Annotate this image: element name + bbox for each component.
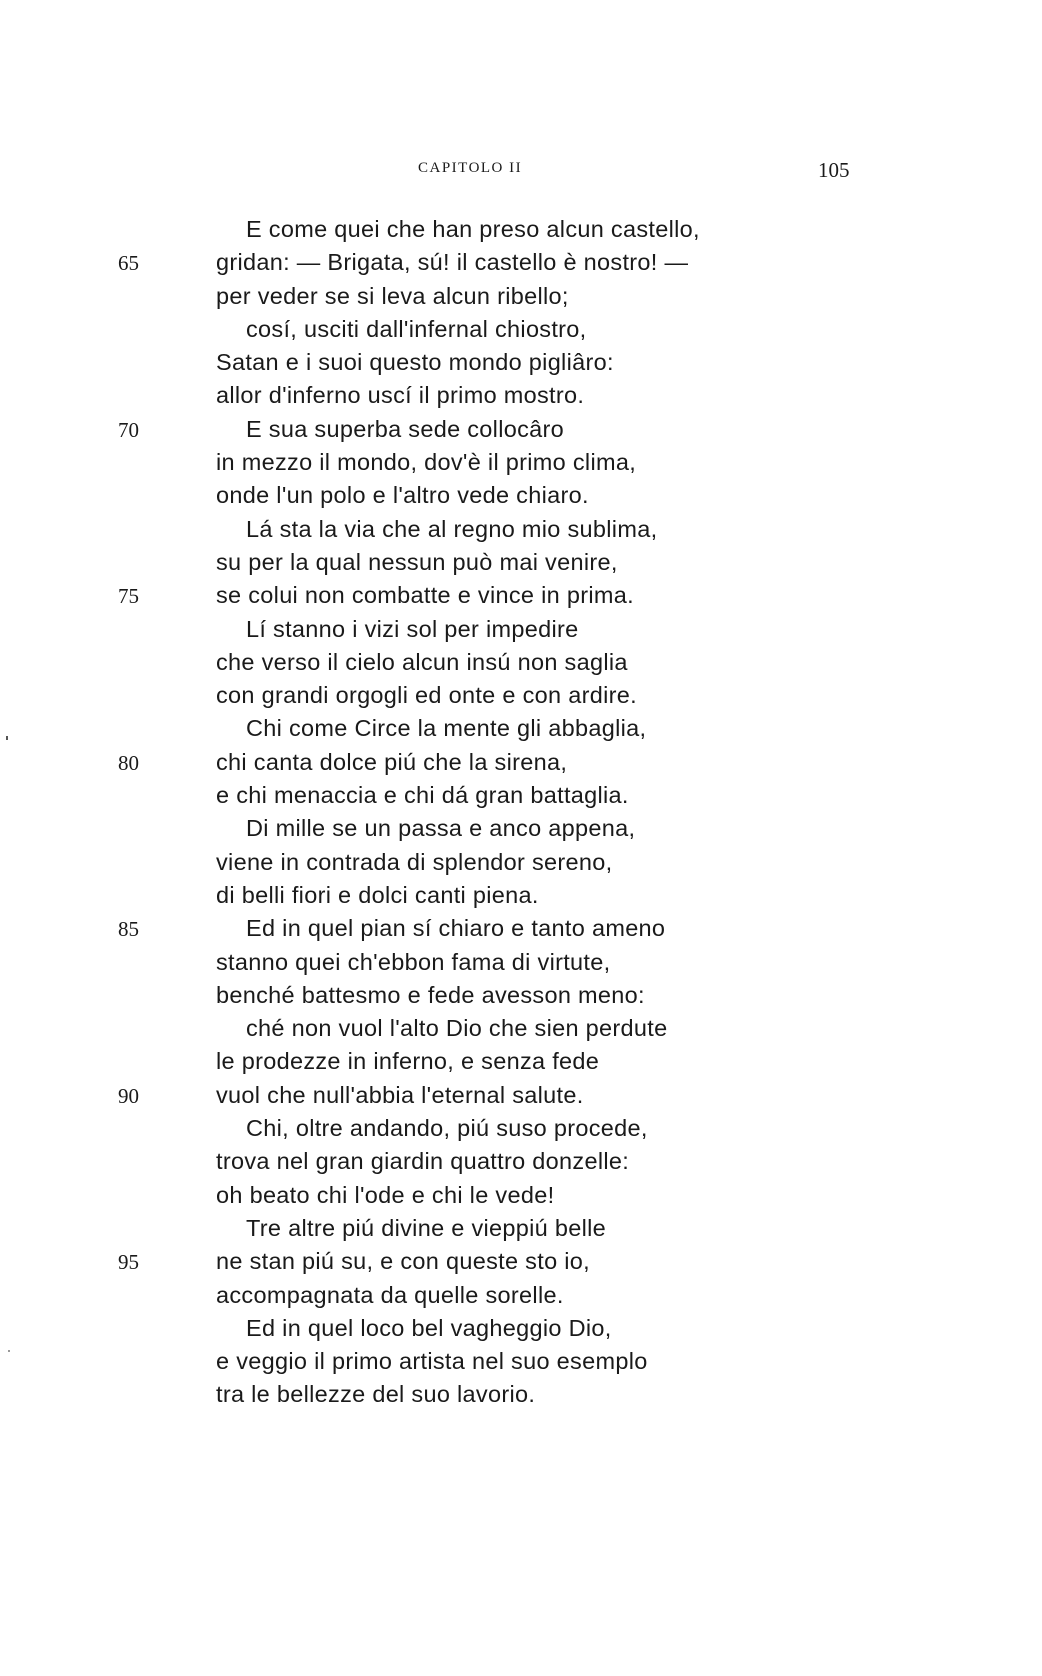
verse-text: Di mille se un passa e anco appena,	[246, 815, 636, 842]
verse-line	[0, 1182, 1042, 1215]
verse-line	[0, 649, 1042, 682]
verse-line	[0, 1082, 1042, 1115]
verse-text: allor d'inferno uscí il primo mostro.	[216, 382, 585, 409]
verse-line	[0, 982, 1042, 1015]
verse-line	[0, 1215, 1042, 1248]
verse-text: e veggio il primo artista nel suo esemplo	[216, 1348, 648, 1375]
verse-text: stanno quei ch'ebbon fama di virtute,	[216, 948, 611, 975]
verse-text: gridan: — Brigata, sú! il castello è nostro! —	[216, 249, 689, 276]
verse-text: accompagnata da quelle sorelle.	[216, 1281, 564, 1308]
verse-text: e chi menaccia e chi dá gran battaglia.	[216, 782, 629, 809]
margin-mark	[6, 736, 8, 740]
verse-text: viene in contrada di splendor sereno,	[216, 848, 613, 875]
running-head	[0, 160, 1042, 190]
verse-line	[0, 1381, 1042, 1414]
verse-line	[0, 249, 1042, 282]
line-number: 75	[118, 584, 139, 609]
verse-text: chi canta dolce piú che la sirena,	[216, 748, 568, 775]
verse-text: con grandi orgogli ed onte e con ardire.	[216, 682, 637, 709]
verse-text: vuol che null'abbia l'eternal salute.	[216, 1081, 584, 1108]
verse-text: E come quei che han preso alcun castello,	[246, 216, 700, 242]
verse-text: che verso il cielo alcun insú non saglia	[216, 648, 628, 675]
verse-text: benché battesmo e fede avesson meno:	[216, 981, 645, 1008]
verse-text: tra le bellezze del suo lavorio.	[216, 1381, 536, 1408]
verse-line	[0, 882, 1042, 915]
verse-text: ne stan piú su, e con queste sto io,	[216, 1248, 590, 1275]
verse-line	[0, 949, 1042, 982]
verse-text: le prodezze in inferno, e senza fede	[216, 1048, 600, 1075]
line-number: 85	[118, 917, 139, 942]
verse-text: per veder se si leva alcun ribello;	[216, 282, 569, 309]
verse-text: Chi come Circe la mente gli abbaglia,	[246, 715, 647, 742]
verse-line	[0, 349, 1042, 382]
verse-text: su per la qual nessun può mai venire,	[216, 548, 618, 575]
verse-line	[0, 1048, 1042, 1081]
verse-text: E sua superba sede collocâro	[246, 415, 565, 442]
line-number: 90	[118, 1083, 139, 1108]
line-number: 95	[118, 1250, 139, 1275]
verse-line	[0, 316, 1042, 349]
verse-line	[0, 915, 1042, 948]
verse-text: in mezzo il mondo, dov'è il primo clima,	[216, 449, 637, 476]
verse-text: ché non vuol l'alto Dio che sien perdute	[246, 1015, 668, 1042]
verse-text: oh beato chi l'ode e chi le vede!	[216, 1181, 555, 1208]
verse-line	[0, 382, 1042, 415]
chapter-title: CAPITOLO II	[418, 160, 523, 176]
verse-text: onde l'un polo e l'altro vede chiaro.	[216, 482, 589, 509]
line-number: 70	[118, 417, 139, 442]
verse-line	[0, 749, 1042, 782]
verse-line	[0, 715, 1042, 748]
verse-line	[0, 1282, 1042, 1315]
verse-line	[0, 815, 1042, 848]
verse-line	[0, 682, 1042, 715]
verse-text: Lí stanno i vizi sol per impedire	[246, 615, 579, 642]
verse-text: Lá sta la via che al regno mio sublima,	[246, 515, 658, 542]
verse-line	[0, 283, 1042, 316]
verse-line	[0, 849, 1042, 882]
page-number: 105	[818, 158, 850, 182]
verse-line	[0, 782, 1042, 815]
verse-text: cosí, usciti dall'infernal chiostro,	[246, 315, 587, 342]
verse-line	[0, 549, 1042, 582]
verse-line	[0, 482, 1042, 515]
verse-line	[0, 1148, 1042, 1181]
verse-text: Satan e i suoi questo mondo pigliâro:	[216, 349, 614, 376]
verse-line	[0, 582, 1042, 615]
verse-line	[0, 1015, 1042, 1048]
verse-line	[0, 516, 1042, 549]
verse-text: trova nel gran giardin quattro donzelle:	[216, 1148, 630, 1175]
poem-body	[0, 216, 1042, 1415]
verse-text: Ed in quel pian sí chiaro e tanto ameno	[246, 915, 666, 942]
verse-text: Ed in quel loco bel vagheggio Dio,	[246, 1314, 612, 1341]
verse-line	[0, 616, 1042, 649]
verse-line	[0, 416, 1042, 449]
verse-text: Chi, oltre andando, piú suso procede,	[246, 1115, 648, 1142]
verse-line	[0, 449, 1042, 482]
verse-line	[0, 1348, 1042, 1381]
verse-line	[0, 1248, 1042, 1281]
line-number: 65	[118, 251, 139, 276]
verse-line	[0, 1115, 1042, 1148]
verse-text: Tre altre piú divine e vieppiú belle	[246, 1214, 607, 1241]
verse-line	[0, 1315, 1042, 1348]
margin-speck	[8, 1350, 10, 1352]
line-number: 80	[118, 750, 139, 775]
verse-text: se colui non combatte e vince in prima.	[216, 582, 634, 609]
verse-line	[0, 216, 1042, 249]
verse-text: di belli fiori e dolci canti piena.	[216, 881, 539, 908]
